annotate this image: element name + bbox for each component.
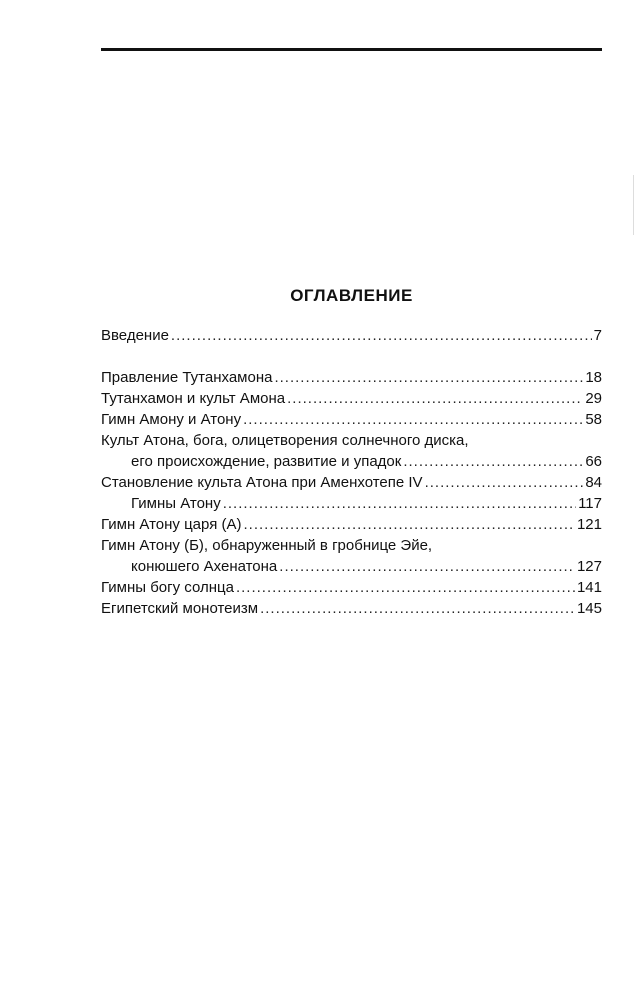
toc-entry-label: Правление Тутанхамона	[101, 369, 273, 386]
toc-entry-label: Гимн Амону и Атону	[101, 411, 242, 428]
dot-leader	[223, 493, 576, 514]
toc-entry-label: Египетский монотеизм	[101, 600, 259, 617]
toc-entry-label-line2: конюшего Ахенатона	[131, 558, 278, 575]
toc-entry-page: 18	[585, 369, 602, 386]
toc-entry-hymns-sun-god[interactable]	[101, 577, 602, 598]
toc-entry-tutankhamun-reign[interactable]	[101, 367, 602, 388]
toc-entry-hymn-king-a[interactable]	[101, 514, 602, 535]
toc-entry-egyptian-monotheism[interactable]	[101, 598, 602, 619]
dot-leader	[403, 451, 583, 472]
dot-leader	[260, 598, 575, 619]
toc-entry-page: 7	[593, 327, 602, 344]
dot-leader	[236, 577, 575, 598]
dot-leader	[171, 325, 592, 346]
toc-entry-page: 66	[585, 453, 602, 470]
dot-leader	[425, 472, 584, 493]
dot-leader	[279, 556, 575, 577]
dot-leader	[244, 514, 575, 535]
toc-entry-page: 117	[578, 495, 602, 512]
toc-entry-tutankhamun-amun-cult[interactable]	[101, 388, 602, 409]
toc-entry-label-line1: Культ Атона, бога, олицетворения солнечного диска,	[101, 432, 469, 449]
toc-entry-introduction[interactable]	[101, 325, 602, 346]
toc-entry-label: Гимны Атону	[131, 495, 221, 512]
toc-entry-page: 145	[576, 600, 602, 617]
toc-entry-hymns-to-aten[interactable]	[101, 493, 602, 514]
toc-entry-aten-under-amenhotep[interactable]	[101, 472, 602, 493]
toc-entry-page: 58	[585, 411, 602, 428]
toc-entry-label-line2: его происхождение, развитие и упадок	[131, 453, 402, 470]
dot-leader	[243, 409, 583, 430]
toc-entry-label: Гимны богу солнца	[101, 579, 234, 596]
scan-edge-mark	[633, 175, 634, 235]
toc-entry-label: Гимн Атону царя (А)	[101, 516, 242, 533]
header-rule	[101, 48, 602, 51]
toc-entry-page: 121	[576, 516, 602, 533]
toc-entry-page: 141	[576, 579, 602, 596]
toc-entry-hymn-amun-aten[interactable]	[101, 409, 602, 430]
page-title: ОГЛАВЛЕНИЕ	[290, 286, 413, 305]
toc-entry-label: Становление культа Атона при Аменхотепе IV	[101, 474, 423, 491]
toc-entry-page: 84	[585, 474, 602, 491]
toc-entry-label-line1: Гимн Атону (Б), обнаруженный в гробнице Эйе,	[101, 537, 433, 554]
dot-leader	[287, 388, 583, 409]
toc-entry-page: 29	[585, 390, 602, 407]
dot-leader	[274, 367, 583, 388]
toc-entry-aten-cult[interactable]	[101, 430, 602, 472]
toc-entry-label: Тутанхамон и культ Амона	[101, 390, 286, 407]
toc-entry-page: 127	[576, 558, 602, 575]
table-of-contents	[101, 325, 602, 619]
toc-entry-hymn-b-ay-tomb[interactable]	[101, 535, 602, 577]
toc-entry-label: Введение	[101, 327, 169, 344]
